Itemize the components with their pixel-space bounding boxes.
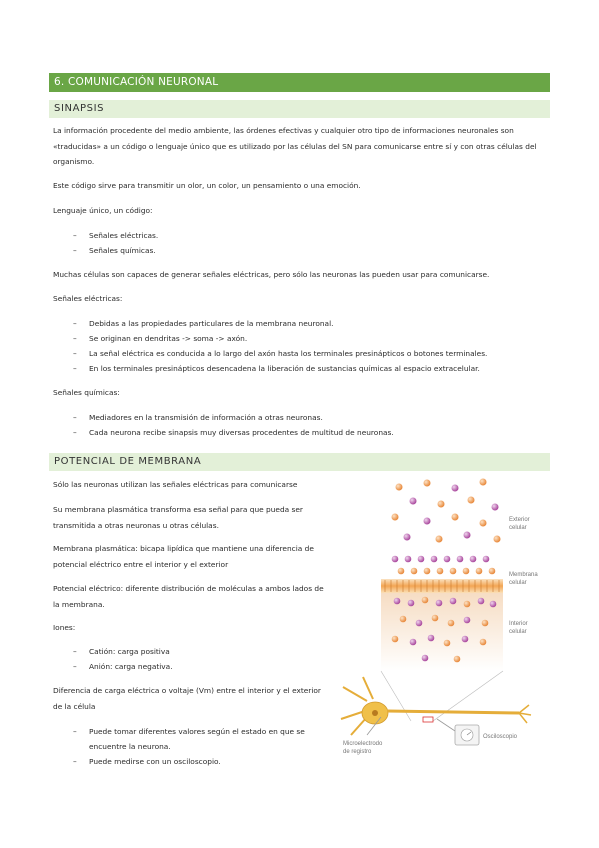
dash-bullet: –: [73, 757, 77, 766]
paragraph-membrane-transforms: Su membrana plasmática transforma esa señal para que pueda ser transmitida a otras neuronas u otras células.: [53, 505, 303, 530]
label-electric-signals: Señales eléctricas:: [53, 294, 123, 303]
paragraph-code-purpose: Este código sirve para transmitir un olor, un color, un pensamiento o una emoción.: [53, 181, 361, 190]
label-membrana: Membrana celular: [509, 572, 538, 586]
cell-membrane: [381, 579, 503, 593]
dash-bullet: –: [73, 231, 77, 240]
dash-bullet: –: [73, 413, 77, 422]
oscilloscope-icon: [455, 725, 479, 745]
label-ions: Iones:: [53, 623, 76, 632]
membrane-potential-illustration: [337, 473, 547, 763]
label-interior: Interior celular: [509, 621, 528, 635]
label-chemical-signals: Señales químicas:: [53, 388, 120, 397]
dash-bullet: –: [73, 727, 77, 736]
label-exterior: Exterior celular: [509, 517, 530, 531]
dash-bullet: –: [73, 349, 77, 358]
exterior-ions: [392, 479, 501, 543]
neuron-drawing: [341, 677, 531, 735]
section-title: 6. COMUNICACIÓN NEURONAL: [49, 73, 550, 92]
paragraph-plasma-membrane: Membrana plasmática: bicapa lipídica que mantiene una diferencia de potencial eléctrico entre el interior y el exterior: [53, 544, 314, 569]
dash-bullet: –: [73, 647, 77, 656]
heading-potencial-membrana: POTENCIAL DE MEMBRANA: [49, 453, 550, 471]
paragraph-many-cells: Muchas células son capaces de generar señales eléctricas, pero sólo las neuronas las pueden usar para comunicarse.: [53, 270, 490, 279]
dash-bullet: –: [73, 319, 77, 328]
label-unique-language: Lenguaje único, un código:: [53, 206, 153, 215]
paragraph-voltage-diff: Diferencia de carga eléctrica o voltaje (Vm) entre el interior y el exterior de la célula: [53, 686, 321, 711]
heading-sinapsis: SINAPSIS: [49, 100, 550, 118]
paragraph-intro: La información procedente del medio ambiente, las órdenes efectivas y cualquier otro tipo de informaciones neuronales son «traducidas» a un código o lenguaje único que es utilizado por las células del SN para comunicarse entre sí y con otras células del organismo.: [53, 126, 537, 166]
paragraph-only-neurons: Sólo las neuronas utilizan las señales eléctricas para comunicarse: [53, 480, 298, 489]
dash-bullet: –: [73, 662, 77, 671]
dash-bullet: –: [73, 364, 77, 373]
surface-ions-top: [392, 556, 496, 575]
label-osciloscopio: Osciloscopio: [483, 734, 518, 740]
dash-bullet: –: [73, 334, 77, 343]
dash-bullet: –: [73, 428, 77, 437]
document-page: 6. COMUNICACIÓN NEURONAL SINAPSIS La información procedente del medio ambiente, las órdenes efectivas y cualquier otro tipo de informaciones neuronales son «traducidas» a un código o lenguaje único que es utilizado por las células del SN para comunicarse entre sí y con otras células del organismo. Este código sirve para transmitir un olor, un color, un pensamiento o una emoción. Lenguaje único, un código: – Señales eléctricas. – Señales químicas. Muchas células son capaces de generar señales eléctricas, pero sólo las neuronas las pueden usar para comunicarse. Señales eléctricas: – Debidas a las propiedades particulares de la membrana neuronal. – Se originan en dendritas -> soma -> axón. – La señal eléctrica es conducida a lo largo del axón hasta los terminales presinápticos o botones terminales. – En los terminales presinápticos desencadena la liberación de sustancias químicas al espacio extracelular. Señales químicas: – Mediadores en la transmisión de información a otras neuronas. – Cada neurona recibe sinapsis muy diversas procedentes de multitud de neuronas. POTENCIAL DE MEMBRANA Sólo las neuronas utilizan las señales eléctricas para comunicarse Su membrana plasmática transforma esa señal para que pueda ser transmitida a otras neuronas u otras células. Membrana plasmática: bicapa lipídica que mantiene una diferencia de potencial eléctrico entre el interior y el exterior Potencial eléctrico: diferente distribución de moléculas a ambos lados de la membrana. Iones: – Catión: carga positiva – Anión: carga negativa. Diferencia de carga eléctrica o voltaje (Vm) entre el interior y el exterior de la célula – Puede tomar diferentes valores según el estado en que se encuentre la neurona. – Puede medirse con un osciloscopio. Exterior celular Membrana celular Interior celular Microelectrodo de registro Osciloscopio: [0, 0, 599, 848]
label-microelectrodo: Microelectrodo de registro: [343, 741, 383, 755]
dash-bullet: –: [73, 246, 77, 255]
paragraph-electric-potential: Potencial eléctrico: diferente distribución de moléculas a ambos lados de la membrana.: [53, 584, 324, 609]
membrane-diagram-svg: [337, 473, 547, 763]
